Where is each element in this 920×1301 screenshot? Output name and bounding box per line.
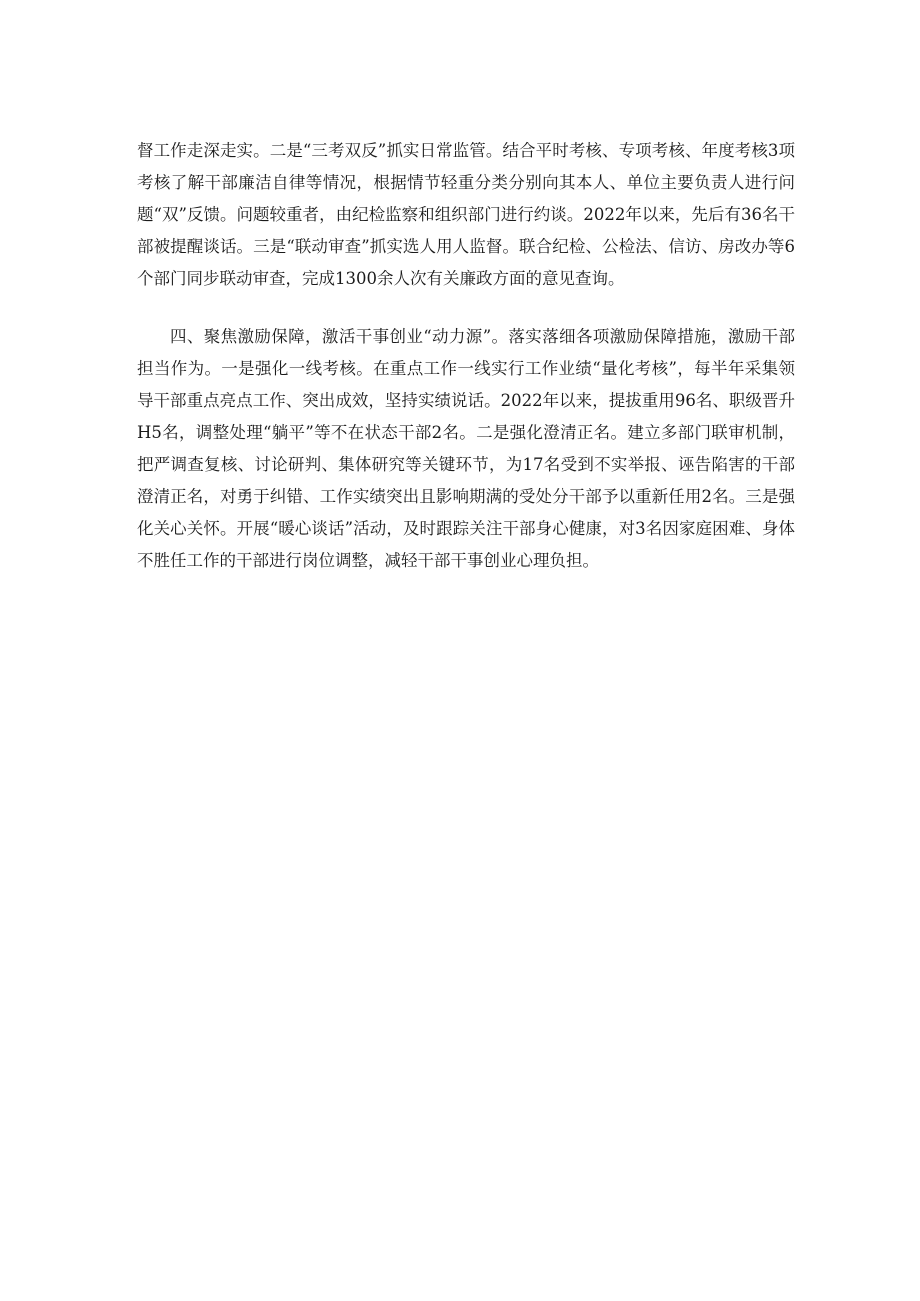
document-body [137,135,795,577]
paragraph-supervision-continued: 督工作走深走实。二是“三考双反”抓实日常监管。结合平时考核、专项考核、年度考核3项考核了解干部廉洁自律等情况，根据情节轻重分类分别向其本人、单位主要负责人进行问题“双”反馈。问题较重者，由纪检监察和组织部门进行约谈。2022年以来，先后有36名干部被提醒谈话。三是“联动审查”抓实选人用人监督。联合纪检、公检法、信访、房改办等6个部门同步联动审查，完成1300余人次有关廉政方面的意见查询。 [137,141,795,288]
paragraph-incentive-guarantee: 四、聚焦激励保障，激活干事创业“动力源”。落实落细各项激励保障措施，激励干部担当作为。一是强化一线考核。在重点工作一线实行工作业绩“量化考核”，每半年采集领导干部重点亮点工作、突出成效，坚持实绩说话。2022年以来，提拔重用96名、职级晋升H5名，调整处理“躺平”等不在状态干部2名。二是强化澄清正名。建立多部门联审机制，把严调查复核、讨论研判、集体研究等关键环节，为17名受到不实举报、诬告陷害的干部澄清正名，对勇于纠错、工作实绩突出且影响期满的受处分干部予以重新任用2名。三是强化关心关怀。开展“暖心谈话”活动，及时跟踪关注干部身心健康，对3名因家庭困难、身体不胜任工作的干部进行岗位调整，减轻干部干事创业心理负担。 [137,327,795,570]
